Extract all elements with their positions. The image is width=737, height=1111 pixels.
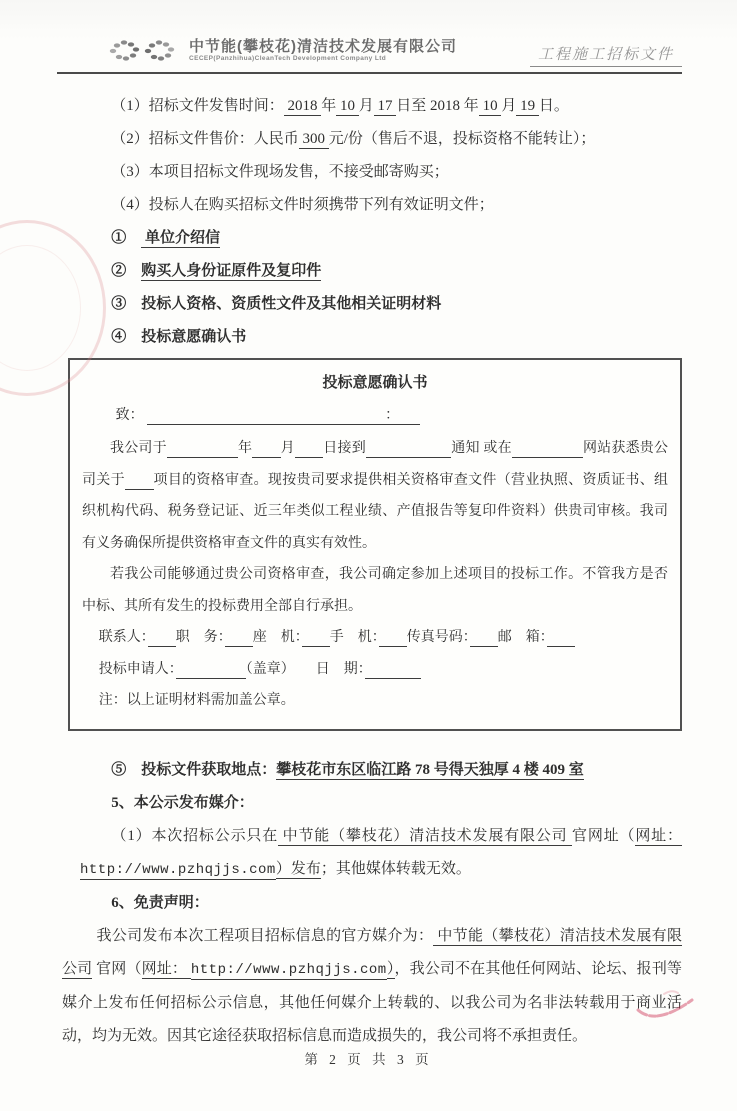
section6-paragraph: 我公司发布本次工程项目招标信息的官方媒介为： 中节能（攀枝花）清洁技术发展有限公司 官网（网址： http://www.pzhqjjs.com），我公司不在其他任何网站、论坛、报刊等媒介上发布任何招标公示信息，其他任何媒介上转载的、以我公司为名非法转载用于商业活动，均为无效。因其它途径获取招标信息而造成损失的，我公司将不承担责任。 [62,927,682,1044]
section5-heading: 5、本公示发布媒介： [111,794,254,811]
item-required-documents: （4）投标人在购买招标文件时须携带下列有效证明文件； [111,197,494,213]
document-body [62,74,682,1053]
box-title: 投标意愿确认书 [322,375,428,391]
item-pickup-location: ⑤ 投标文件获取地点：攀枝花市东区临江路 78 号得天独厚 4 楼 409 室 [111,761,584,778]
cert-item-id-card: ② 购买人身份证原件及复印件 [111,263,322,279]
page-header [57,0,682,74]
doc-type-label: 工程施工招标文件 [530,43,682,67]
company-name-cn: 中节能(攀枝花)清洁技术发展有限公司 [189,38,457,56]
box-note-line: 注：以上证明材料需加盖公章。 [98,693,295,708]
company-name-block [189,39,457,63]
item-price: （2）招标文件售价：人民币 300 元/份（售后不退，投标资格不能转让）； [111,131,596,147]
box-paragraph-1: 我公司于 年 月 日接到 通知 或在 网站获悉贵公司关于 项目的资格审查。现按贵司要求提供相关资格审查文件（营业执照、资质证书、组织机构代码、税务登记证、近三年类似工程业绩、产值报告等复印件资料）供贵司审核。我司有义务确保所提供资格审查文件的真实有效性。 [82,441,669,551]
cecep-dots-logo-icon [103,36,181,66]
section6-heading: 6、免责声明： [111,894,209,911]
box-paragraph-2: 若我公司能够通过贵公司资格审查，我公司确定参加上述项目的投标工作。不管我方是否中标、其所有发生的投标费用全部自行承担。 [82,567,668,614]
company-brand [103,36,457,66]
bid-intent-confirmation-box [68,358,682,731]
cert-item-confirmation: ④ 投标意愿确认书 [111,329,247,345]
cert-item-qualification: ③ 投标人资格、资质性文件及其他相关证明材料 [111,296,442,312]
company-name-en: CECEP(Panzhihua)CleanTech Development Company Ltd [189,54,387,62]
box-contact-line: 联系人： 职 务： 座 机： 手 机： 传真号码： 邮 箱： [82,622,668,654]
section5-paragraph: （1）本次招标公示只在 中节能（攀枝花）清洁技术发展有限公司 官网址（网址： http://www.pzhqjjs.com）发布；其他媒体转载无效。 [80,827,682,878]
page-number-footer: 第 2 页 共 3 页 [304,1052,433,1067]
item-sale-time: （1）招标文件发售时间： 2018 年 10 月 17 日至 2018 年 10 月 19 日。 [111,98,569,114]
cert-item-intro-letter: ① 单位介绍信 [111,230,221,246]
box-applicant-line: 投标申请人： （盖章） 日 期： [82,654,668,686]
box-to-line: 致： ： [115,408,421,423]
item-onsite-sale: （3）本项目招标文件现场发售，不接受邮寄购买； [111,164,449,180]
